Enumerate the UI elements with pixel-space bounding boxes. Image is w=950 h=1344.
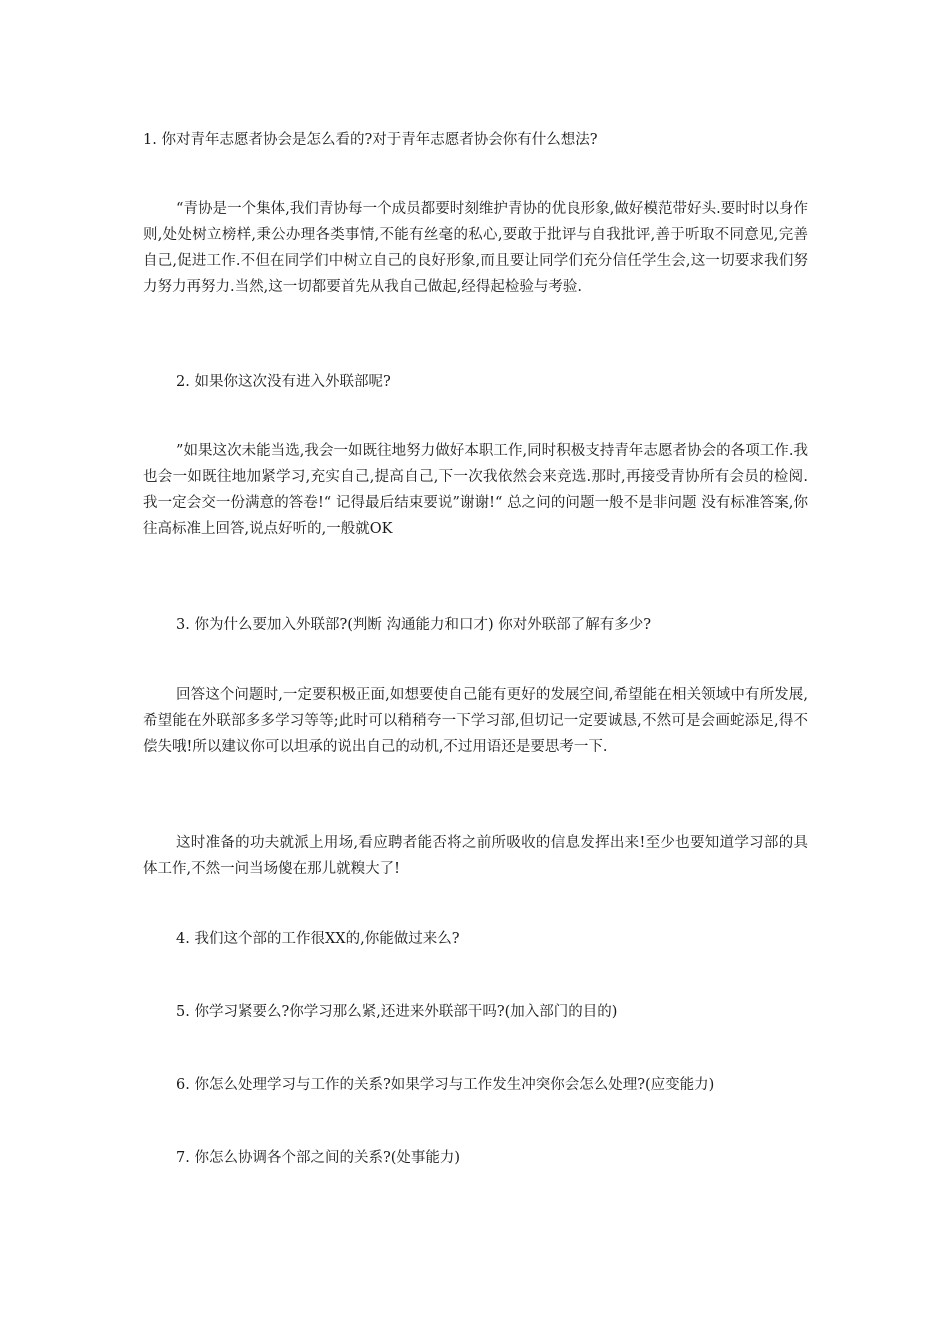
answer-2-paragraph: ”如果这次未能当选,我会一如既往地努力做好本职工作,同时积极支持青年志愿者协会的各项工作.我也会一如既往地加紧学习,充实自己,提高自己,下一次我依然会来竞选.那时,再接受青协所有会员的检阅.我一定会交一份满意的答卷!“ 记得最后结束要说”谢谢!“ 总之问的问题一般不是非问题 没有标准答案,你往高标准上回答,说点好听的,一般就OK [143, 443, 808, 537]
answer-3-followup-paragraph: 这时准备的功夫就派上用场,看应聘者能否将之前所吸收的信息发挥出来!至少也要知道学习部的具体工作,不然一问当场傻在那儿就糗大了! [143, 835, 808, 877]
question-4: 4. 我们这个部的工作很XX的,你能做过来么? [176, 931, 460, 947]
answer-3-paragraph: 回答这个问题时,一定要积极正面,如想要使自己能有更好的发展空间,希望能在相关领域中有所发展,希望能在外联部多多学习等等;此时可以稍稍夸一下学习部,但切记一定要诚恳,不然可是会画蛇添足,得不偿失哦!所以建议你可以坦承的说出自己的动机,不过用语还是要思考一下. [143, 687, 808, 755]
question-1: 1. 你对青年志愿者协会是怎么看的?对于青年志愿者协会你有什么想法? [143, 132, 598, 148]
answer-1-paragraph: “青协是一个集体,我们青协每一个成员都要时刻维护青协的优良形象,做好模范带好头.要时时以身作则,处处树立榜样,秉公办理各类事情,不能有丝毫的私心,要敢于批评与自我批评,善于听取不同意见,完善自己,促进工作.不但在同学们中树立自己的良好形象,而且要让同学们充分信任学生会,这一切要求我们努力努力再努力.当然,这一切都要首先从我自己做起,经得起检验与考验. [143, 201, 808, 295]
question-7: 7. 你怎么协调各个部之间的关系?(处事能力) [176, 1150, 461, 1166]
question-3: 3. 你为什么要加入外联部?(判断 沟通能力和口才) 你对外联部了解有多少? [176, 617, 652, 633]
question-5: 5. 你学习紧要么?你学习那么紧,还进来外联部干吗?(加入部门的目的) [176, 1004, 618, 1020]
question-2: 2. 如果你这次没有进入外联部呢? [176, 374, 391, 390]
question-6: 6. 你怎么处理学习与工作的关系?如果学习与工作发生冲突你会怎么处理?(应变能力) [176, 1077, 715, 1093]
